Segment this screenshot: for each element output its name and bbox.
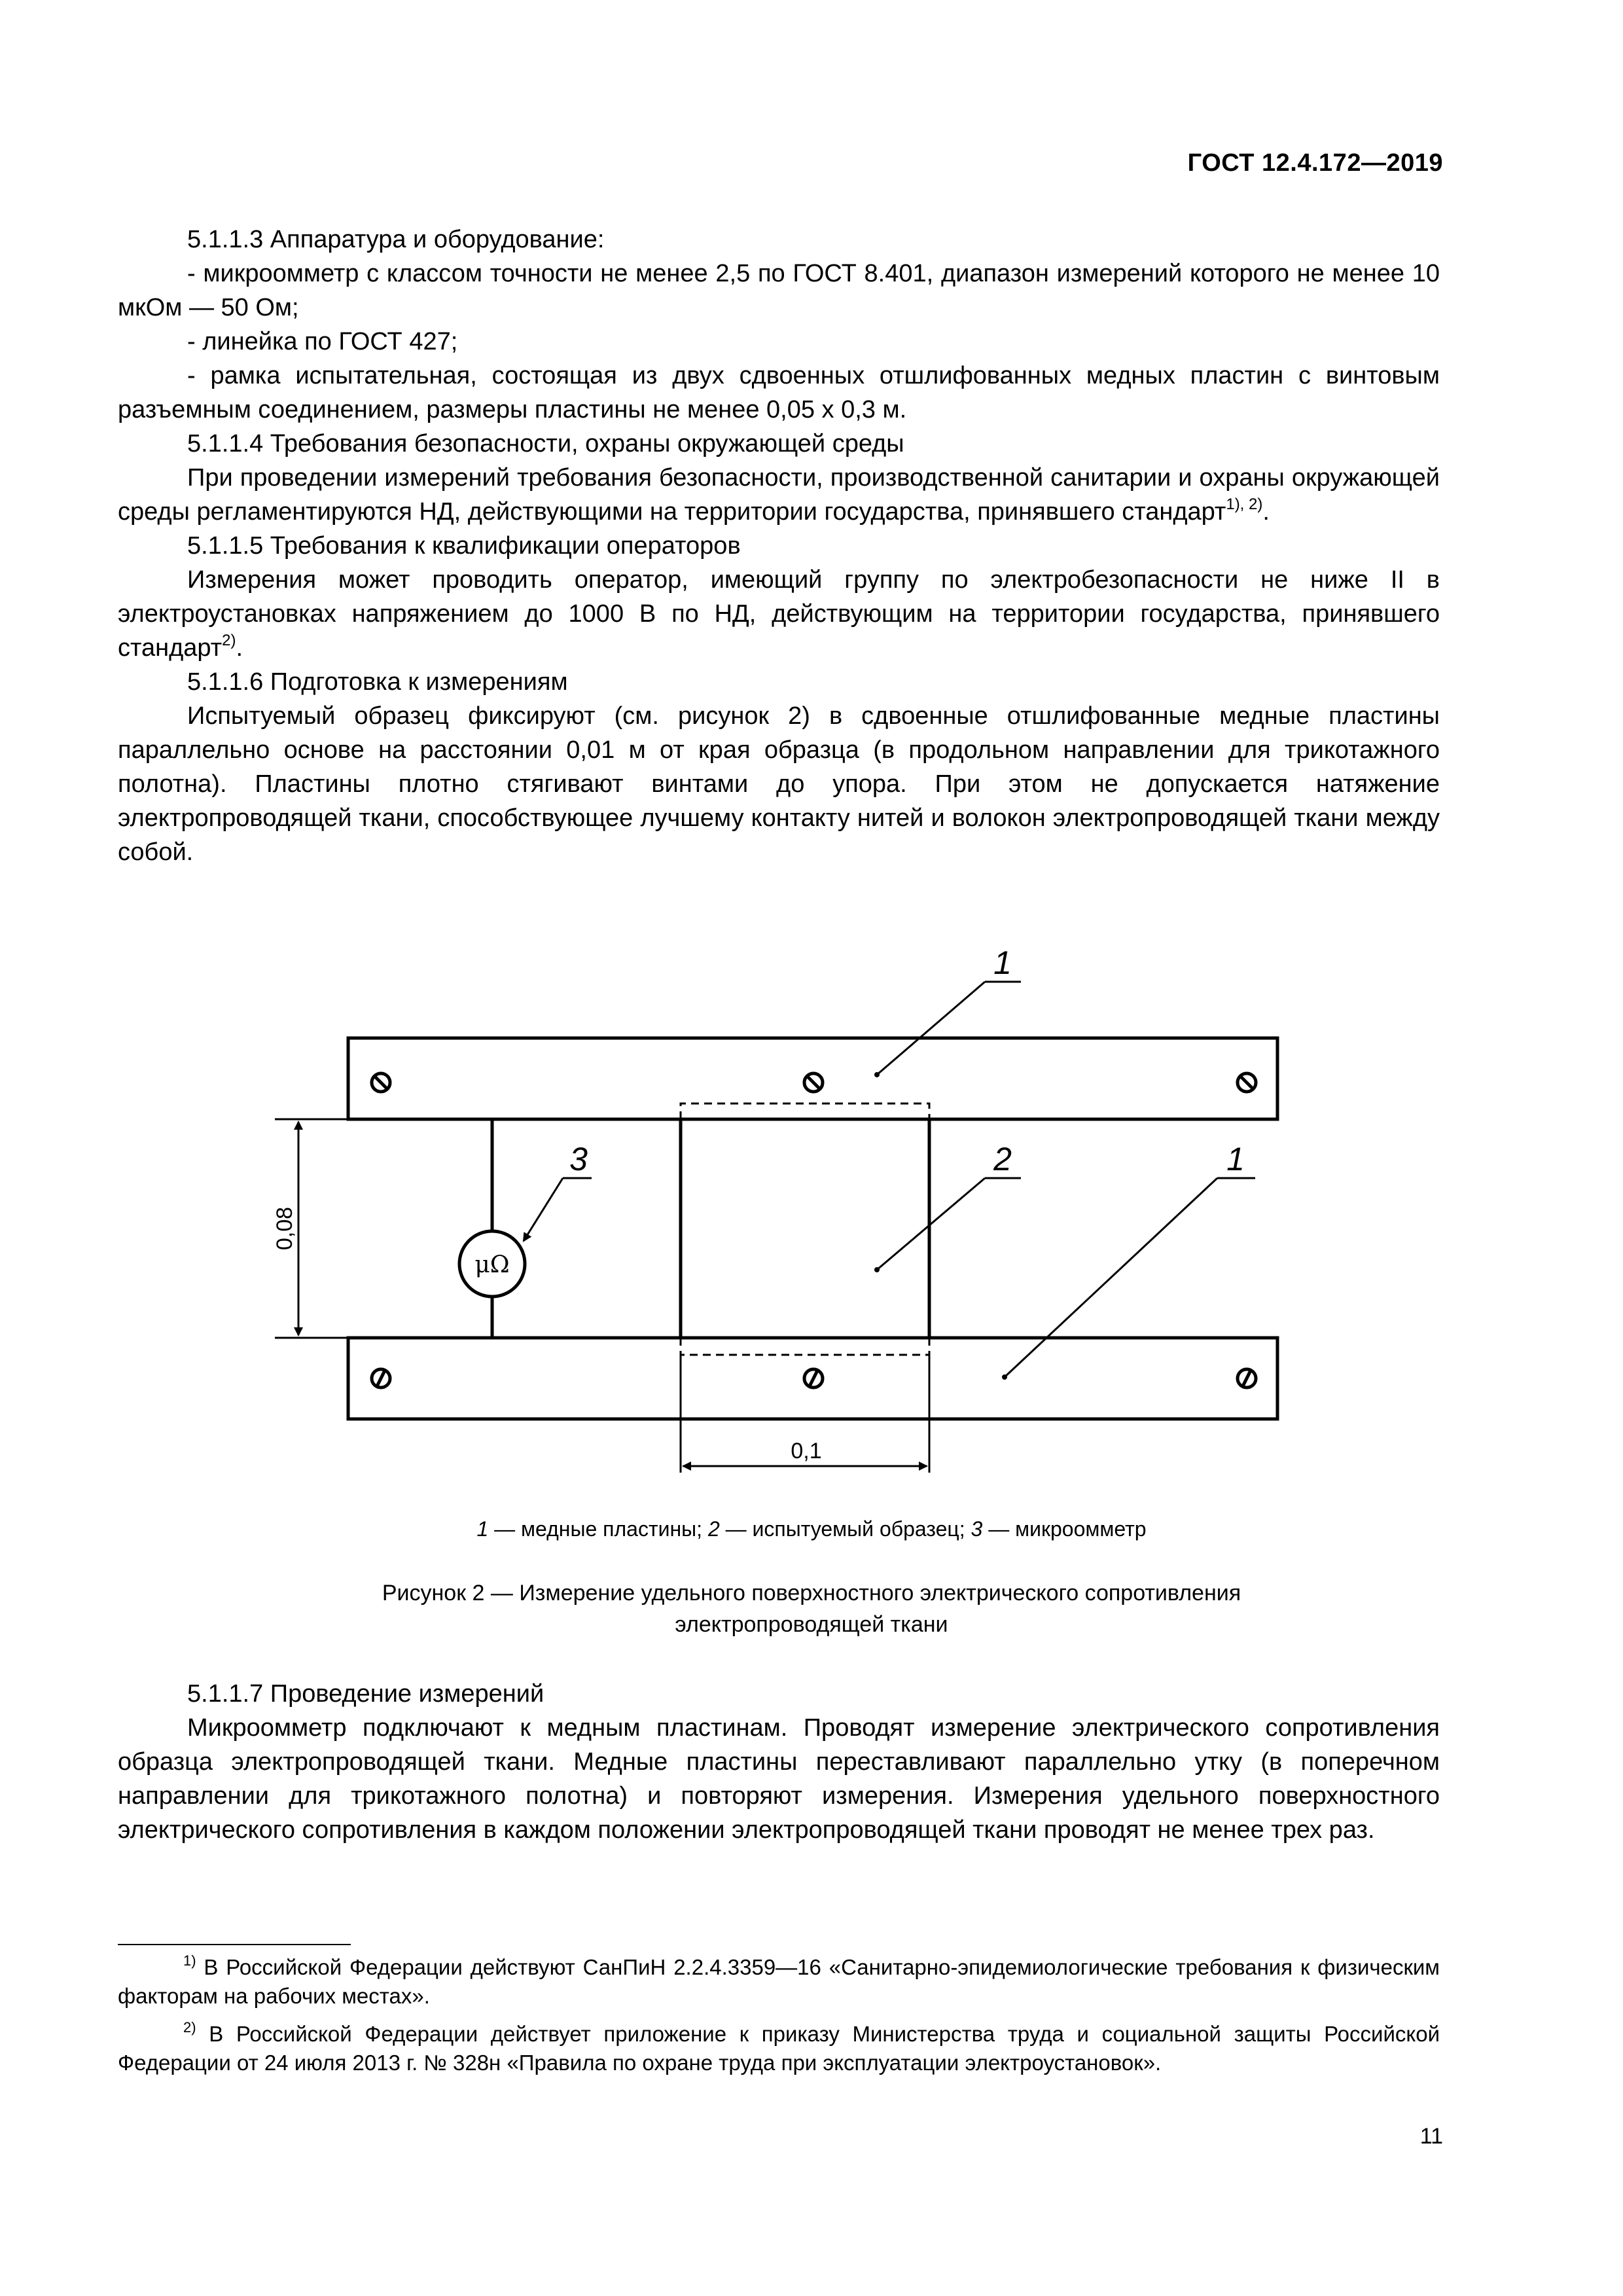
list-item: - линейка по ГОСТ 427; xyxy=(187,328,458,355)
top-plate xyxy=(348,1038,1277,1119)
screw-icon xyxy=(372,1369,390,1388)
paragraph-end: . xyxy=(1262,498,1270,526)
sample-hidden-edge xyxy=(681,1338,929,1355)
legend-text: — испытуемый образец; xyxy=(719,1517,971,1541)
subsection-title: 5.1.1.4 Требования безопасности, охраны окружающей среды xyxy=(187,430,904,457)
paragraph-end: . xyxy=(236,634,243,662)
meter-symbol: μΩ xyxy=(474,1251,510,1278)
list-item: - рамка испытательная, состоящая из двух сдвоенных отшлифованных медных пластин с винтовым разъемным соединением, размеры пластины не менее 0,05 х 0,3 м. xyxy=(118,362,1440,423)
footnote-mark: 2) xyxy=(183,2019,196,2036)
paragraph xyxy=(118,563,1440,665)
paragraph-text: Измерения может проводить оператор, имеющий группу по электробезопасности не ниже II в электроустановках напряжением до 1000 В по НД, действующим на территории государства, принявшего стандарт xyxy=(118,566,1440,662)
figure-caption xyxy=(0,1577,1623,1640)
footnotes xyxy=(118,1953,1440,2087)
paragraph xyxy=(118,461,1440,529)
dimension-width: 0,1 xyxy=(791,1439,822,1463)
footnote xyxy=(118,2020,1440,2077)
subsection-title: 5.1.1.3 Аппаратура и оборудование: xyxy=(187,226,605,253)
figure-legend xyxy=(0,1517,1623,1541)
screw-icon xyxy=(804,1073,823,1092)
screw-icon xyxy=(1238,1369,1256,1388)
caption-line: электропроводящей ткани xyxy=(675,1612,948,1637)
screw-icon xyxy=(1238,1073,1256,1092)
page-number: 11 xyxy=(1419,2124,1443,2149)
subsection-title: 5.1.1.6 Подготовка к измерениям xyxy=(187,668,568,696)
screw-icon xyxy=(372,1073,390,1092)
legend-text: — медные пластины; xyxy=(488,1517,708,1541)
legend-num: 1 xyxy=(476,1517,489,1541)
figure-diagram xyxy=(0,923,1623,1473)
list-item: - микроомметр с классом точности не менее 2,5 по ГОСТ 8.401, диапазон измерений которого не менее 10 мкОм — 50 Ом; xyxy=(118,260,1440,321)
legend-text: — микроомметр xyxy=(982,1517,1147,1541)
label-2: 2 xyxy=(993,1141,1012,1177)
paragraph-text: При проведении измерений требования безопасности, производственной санитарии и охраны окружающей среды регламентируются НД, действующими на территории государства, принявшего стандарт xyxy=(118,464,1440,526)
footnote-mark: 1) xyxy=(183,1952,196,1969)
caption-line: Рисунок 2 — Измерение удельного поверхностного электрического сопротивления xyxy=(382,1581,1241,1605)
footnote-ref: 1), 2) xyxy=(1226,495,1263,513)
subsection-title: 5.1.1.7 Проведение измерений xyxy=(187,1680,544,1708)
footnote-text: В Российской Федерации действуют СанПиН 2.2.4.3359—16 «Санитарно-эпидемиологические требования к физическим факторам на рабочих местах». xyxy=(118,1955,1440,2008)
paragraph: Испытуемый образец фиксируют (см. рисунок 2) в сдвоенные отшлифованные медные пластины параллельно основе на расстоянии 0,01 м от края образца (в продольном направлении для трикотажного полотна). Пластины плотно стягивают винтами до упора. При этом не допускается натяжение электропроводящей ткани, способствующее лучшему контакту нитей и волокон электропроводящей ткани между собой. xyxy=(118,702,1440,866)
dimension-height: 0,08 xyxy=(272,1206,297,1251)
legend-num: 2 xyxy=(707,1517,720,1541)
document-header: ГОСТ 12.4.172—2019 xyxy=(1187,149,1443,177)
footnote-text: В Российской Федерации действует приложение к приказу Министерства труда и социальной защиты Российской Федерации от 24 июля 2013 г. № 328н «Правила по охране труда при эксплуатации электроустановок». xyxy=(118,2022,1440,2075)
footnote-ref: 2) xyxy=(222,632,236,649)
legend-num: 3 xyxy=(971,1517,983,1541)
label-1-right: 1 xyxy=(1226,1141,1245,1177)
fabric-sample xyxy=(681,1119,929,1338)
screw-icon xyxy=(804,1369,823,1388)
label-3: 3 xyxy=(569,1141,588,1177)
section-text xyxy=(118,223,1440,869)
footnote-separator xyxy=(118,1944,351,1945)
label-1-top: 1 xyxy=(993,944,1012,981)
figure-2 xyxy=(0,923,1623,1473)
section-text-2 xyxy=(118,1677,1440,1847)
paragraph: Микроомметр подключают к медным пластинам. Проводят измерение электрического сопротивления образца электропроводящей ткани. Медные пластины переставливают параллельно утку (в поперечном направлении для трикотажного полотна) и повторяют измерения. Измерения удельного поверхностного электрического сопротивления в каждом положении электропроводящей ткани проводят не менее трех раз. xyxy=(118,1714,1440,1844)
footnote xyxy=(118,1953,1440,2011)
sample-hidden-edge xyxy=(681,1103,929,1119)
subsection-title: 5.1.1.5 Требования к квалификации операторов xyxy=(187,532,741,560)
